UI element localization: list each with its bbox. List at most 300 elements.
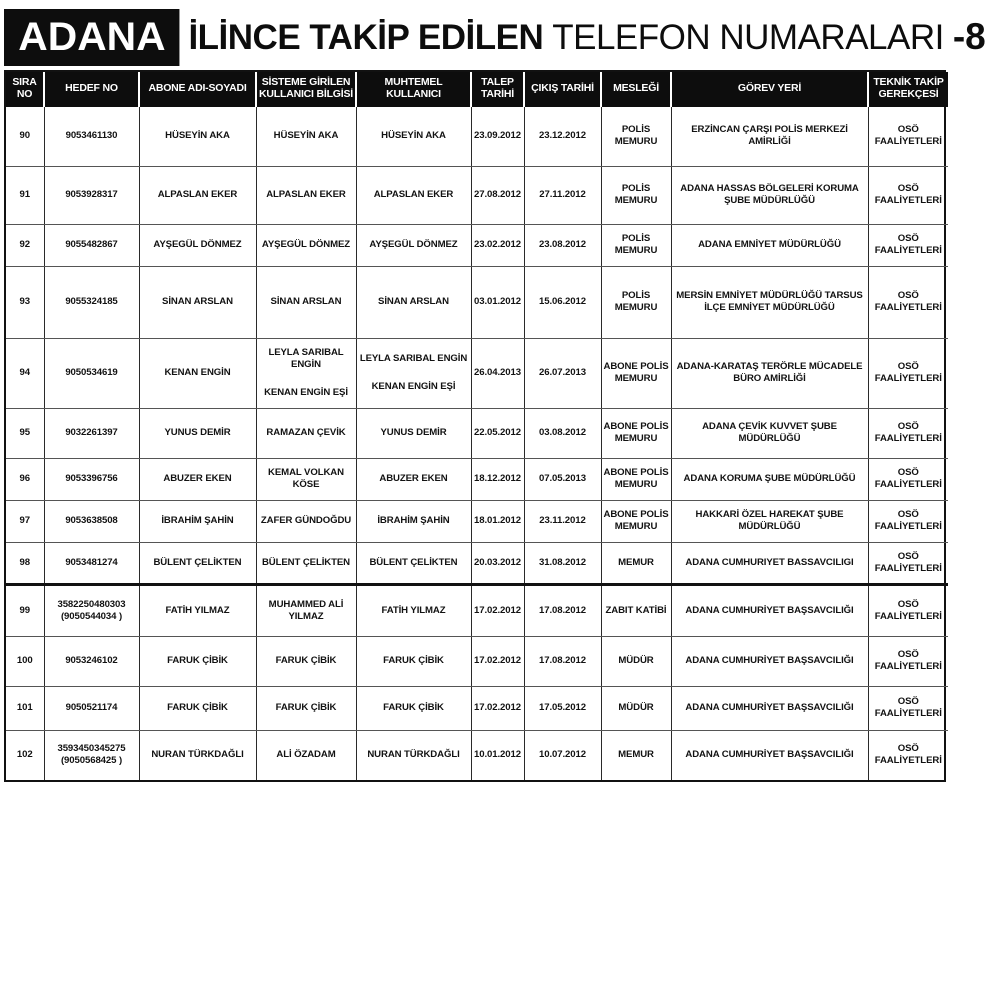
cell-hedef-no <box>44 584 139 636</box>
cell-hedef-no-value: 9053396756 <box>65 473 118 484</box>
cell-hedef-no-value: 9055482867 <box>65 239 118 250</box>
cell-teknik-takip-gerekcesi <box>868 636 948 686</box>
cell-meslegi <box>601 542 671 584</box>
cell-sisteme-girilen-kullanici <box>256 408 356 458</box>
cell-meslegi-value: POLİS MEMURU <box>614 183 658 206</box>
cell-muhtemel-kullanici-value: FATİH YILMAZ <box>381 604 446 616</box>
cell-muhtemel-kullanici-value: ALPASLAN EKER <box>373 189 454 200</box>
cell-teknik-takip-gerekcesi <box>868 338 948 408</box>
cell-gorev-yeri <box>671 338 868 408</box>
cell-gorev-yeri-value: ERZİNCAN ÇARŞI POLİS MERKEZİ AMİRLİĞİ <box>691 124 848 147</box>
cell-abone-adi-soyadi <box>139 500 256 542</box>
cell-meslegi <box>601 730 671 780</box>
cell-sisteme-girilen-kullanici-value: KEMAL VOLKAN KÖSE <box>268 467 344 490</box>
cell-muhtemel-kullanici <box>356 500 471 542</box>
cell-meslegi <box>601 266 671 338</box>
cell-talep-tarihi-value: 23.02.2012 <box>473 239 522 250</box>
cell-meslegi-value: ABONE POLİS MEMURU <box>603 421 669 444</box>
cell-cikis-tarihi <box>524 266 601 338</box>
table-row <box>6 636 948 686</box>
cell-muhtemel-kullanici <box>356 408 471 458</box>
cell-meslegi <box>601 338 671 408</box>
cell-hedef-no <box>44 500 139 542</box>
cell-talep-tarihi <box>471 542 524 584</box>
cell-abone-adi-soyadi <box>139 266 256 338</box>
cell-gorev-yeri <box>671 584 868 636</box>
table-body <box>6 106 948 780</box>
cell-talep-tarihi-value: 03.01.2012 <box>473 296 522 307</box>
cell-gorev-yeri <box>671 636 868 686</box>
cell-abone-adi-soyadi-value: İBRAHİM ŞAHİN <box>161 515 234 526</box>
cell-teknik-takip-gerekcesi <box>868 408 948 458</box>
cell-sira-no <box>6 224 44 266</box>
cell-gorev-yeri-value: HAKKARİ ÖZEL HAREKAT ŞUBE MÜDÜRLÜĞÜ <box>695 509 844 532</box>
cell-talep-tarihi-value: 26.04.2013 <box>473 367 522 378</box>
cell-sira-no <box>6 584 44 636</box>
cell-cikis-tarihi <box>524 408 601 458</box>
cell-sisteme-girilen-kullanici <box>256 458 356 500</box>
cell-sira-no-value: 95 <box>19 427 30 438</box>
column-header-sira-no <box>6 72 44 106</box>
cell-sira-no <box>6 266 44 338</box>
cell-sira-no-value: 100 <box>16 655 33 666</box>
cell-abone-adi-soyadi <box>139 106 256 166</box>
cell-muhtemel-kullanici-value: YUNUS DEMİR <box>380 427 447 438</box>
cell-teknik-takip-gerekcesi-value: OSÖ FAALİYETLERİ <box>874 467 942 490</box>
table-row <box>6 500 948 542</box>
cell-sisteme-girilen-kullanici-value: ALİ ÖZADAM <box>276 749 336 761</box>
cell-hedef-no-value: 9032261397 <box>65 427 118 438</box>
cell-muhtemel-kullanici <box>356 584 471 636</box>
banner-title-strong: İLİNCE TAKİP EDİLEN <box>188 18 544 57</box>
cell-gorev-yeri <box>671 458 868 500</box>
cell-muhtemel-kullanici-value: HÜSEYİN AKA <box>381 130 446 141</box>
cell-hedef-no <box>44 106 139 166</box>
cell-abone-adi-soyadi <box>139 338 256 408</box>
cell-meslegi-value: MÜDÜR <box>618 702 654 713</box>
cell-hedef-no-alternate: (9050544034 ) <box>60 610 123 622</box>
table-row <box>6 584 948 636</box>
cell-hedef-no-value: 9055324185 <box>65 296 118 307</box>
header-line-1: SIRA <box>12 76 37 89</box>
cell-sisteme-girilen-kullanici <box>256 686 356 730</box>
cell-gorev-yeri-value: ADANA CUMHURIYET BASSAVCILIGI <box>685 556 854 568</box>
cell-sira-no <box>6 106 44 166</box>
cell-muhtemel-kullanici-value: FARUK ÇİBİK <box>383 655 444 666</box>
cell-abone-adi-soyadi-value: HÜSEYİN AKA <box>165 130 230 141</box>
cell-cikis-tarihi-value: 23.11.2012 <box>539 515 586 526</box>
cell-abone-adi-soyadi <box>139 636 256 686</box>
cell-meslegi-value: ABONE POLİS MEMURU <box>603 509 669 532</box>
cell-cikis-tarihi <box>524 584 601 636</box>
cell-muhtemel-kullanici-value: BÜLENT ÇELİKTEN <box>369 556 458 568</box>
cell-talep-tarihi <box>471 106 524 166</box>
cell-meslegi-value: MEMUR <box>618 749 654 761</box>
cell-sira-no <box>6 686 44 730</box>
cell-talep-tarihi-value: 20.03.2012 <box>473 556 522 568</box>
header-line-1: TALEP <box>481 76 514 89</box>
cell-sisteme-girilen-kullanici <box>256 338 356 408</box>
cell-sisteme-girilen-kullanici <box>256 166 356 224</box>
cell-gorev-yeri-value: ADANA-KARATAŞ TERÖRLE MÜCADELE BÜRO AMİRLİĞİ <box>676 361 863 384</box>
table-row <box>6 408 948 458</box>
table-row <box>6 266 948 338</box>
cell-talep-tarihi <box>471 408 524 458</box>
cell-talep-tarihi <box>471 636 524 686</box>
cell-teknik-takip-gerekcesi <box>868 224 948 266</box>
cell-sira-no <box>6 338 44 408</box>
cell-hedef-no <box>44 636 139 686</box>
cell-teknik-takip-gerekcesi-value: OSÖ FAALİYETLERİ <box>874 649 942 672</box>
cell-cikis-tarihi <box>524 636 601 686</box>
cell-meslegi <box>601 166 671 224</box>
cell-cikis-tarihi-value: 07.05.2013 <box>538 473 587 484</box>
cell-cikis-tarihi-value: 23.08.2012 <box>538 239 587 250</box>
cell-abone-adi-soyadi <box>139 458 256 500</box>
cell-sisteme-girilen-kullanici <box>256 542 356 584</box>
cell-meslegi-value: POLİS MEMURU <box>614 124 658 147</box>
cell-cikis-tarihi <box>524 500 601 542</box>
page-header-banner <box>4 8 986 66</box>
cell-teknik-takip-gerekcesi-value: OSÖ FAALİYETLERİ <box>874 361 942 384</box>
cell-hedef-no <box>44 458 139 500</box>
column-header-cikis-tarihi: ÇIKIŞ TARİHİ <box>524 72 601 106</box>
cell-sisteme-girilen-kullanici-value: FARUK ÇİBİK <box>275 655 337 666</box>
cell-teknik-takip-gerekcesi <box>868 458 948 500</box>
cell-talep-tarihi <box>471 500 524 542</box>
cell-hedef-no-value: 9053461130 <box>65 130 118 141</box>
cell-cikis-tarihi-value: 31.08.2012 <box>538 556 587 568</box>
cell-muhtemel-kullanici <box>356 106 471 166</box>
cell-meslegi-value: MEMUR <box>618 556 654 568</box>
cell-sisteme-girilen-kullanici-value: BÜLENT ÇELİKTEN <box>261 556 351 568</box>
cell-muhtemel-kullanici <box>356 636 471 686</box>
cell-cikis-tarihi <box>524 224 601 266</box>
cell-cikis-tarihi <box>524 338 601 408</box>
cell-sisteme-girilen-kullanici-value: SİNAN ARSLAN <box>270 296 342 307</box>
cell-gorev-yeri-value: ADANA HASSAS BÖLGELERİ KORUMA ŞUBE MÜDÜRLÜĞÜ <box>680 183 859 206</box>
cell-teknik-takip-gerekcesi <box>868 266 948 338</box>
phone-surveillance-table <box>6 72 948 780</box>
cell-hedef-no-alternate: (9050568425 ) <box>60 755 123 767</box>
cell-meslegi <box>601 458 671 500</box>
cell-hedef-no <box>44 338 139 408</box>
cell-abone-adi-soyadi-value: YUNUS DEMİR <box>164 427 231 438</box>
cell-meslegi <box>601 686 671 730</box>
cell-talep-tarihi <box>471 686 524 730</box>
cell-muhtemel-kullanici-value: İBRAHİM ŞAHİN <box>377 515 450 526</box>
cell-gorev-yeri <box>671 500 868 542</box>
cell-sira-no <box>6 408 44 458</box>
cell-sisteme-girilen-kullanici-value: HÜSEYİN AKA <box>273 130 339 141</box>
cell-talep-tarihi-value: 18.01.2012 <box>473 515 522 526</box>
cell-teknik-takip-gerekcesi-value: OSÖ FAALİYETLERİ <box>874 696 942 719</box>
banner-title-light: TELEFON NUMARALARI <box>552 18 944 57</box>
cell-abone-adi-soyadi-value: FARUK ÇİBİK <box>167 702 228 713</box>
cell-sira-no <box>6 166 44 224</box>
table-row <box>6 224 948 266</box>
table-row <box>6 106 948 166</box>
cell-muhtemel-kullanici-value-secondary: KENAN ENGİN EŞİ <box>371 381 456 392</box>
cell-muhtemel-kullanici <box>356 166 471 224</box>
cell-sira-no-value: 97 <box>19 515 30 526</box>
cell-meslegi-value: POLİS MEMURU <box>614 290 658 313</box>
cell-talep-tarihi-value: 23.09.2012 <box>473 130 522 141</box>
cell-abone-adi-soyadi-value: NURAN TÜRKDAĞLI <box>151 749 244 761</box>
cell-hedef-no <box>44 166 139 224</box>
cell-hedef-no-value: 9053638508 <box>65 515 118 526</box>
cell-cikis-tarihi <box>524 106 601 166</box>
cell-gorev-yeri-value: ADANA CUMHURİYET BAŞSAVCILIĞI <box>685 655 854 666</box>
table-row <box>6 166 948 224</box>
cell-muhtemel-kullanici <box>356 458 471 500</box>
cell-sira-no-value: 92 <box>19 239 30 250</box>
table-header-row <box>6 72 948 106</box>
cell-cikis-tarihi-value: 17.05.2012 <box>538 702 587 713</box>
column-header-talep-tarihi <box>471 72 524 106</box>
cell-gorev-yeri-value: ADANA CUMHURİYET BAŞSAVCILIĞI <box>685 749 854 761</box>
cell-sira-no <box>6 500 44 542</box>
header-line-1: TEKNİK TAKİP <box>873 76 944 89</box>
cell-abone-adi-soyadi <box>139 224 256 266</box>
header-line-2: KULLANICI BİLGİSİ <box>259 87 354 100</box>
cell-sisteme-girilen-kullanici-value-secondary: KENAN ENGİN EŞİ <box>264 386 348 398</box>
cell-teknik-takip-gerekcesi <box>868 500 948 542</box>
cell-talep-tarihi-value: 18.12.2012 <box>473 473 522 484</box>
cell-muhtemel-kullanici <box>356 266 471 338</box>
cell-abone-adi-soyadi-value: ALPASLAN EKER <box>157 189 238 200</box>
cell-meslegi-value: MÜDÜR <box>618 655 654 666</box>
cell-talep-tarihi <box>471 584 524 636</box>
cell-cikis-tarihi-value: 15.06.2012 <box>538 296 587 307</box>
cell-sisteme-girilen-kullanici-value: AYŞEGÜL DÖNMEZ <box>261 239 351 250</box>
cell-sisteme-girilen-kullanici <box>256 730 356 780</box>
cell-sira-no-value: 96 <box>19 473 30 484</box>
cell-gorev-yeri <box>671 106 868 166</box>
cell-cikis-tarihi <box>524 686 601 730</box>
cell-hedef-no-value: 3593450345275 <box>57 743 126 755</box>
cell-talep-tarihi <box>471 730 524 780</box>
cell-abone-adi-soyadi-value: FATİH YILMAZ <box>165 604 230 616</box>
cell-sisteme-girilen-kullanici-value: RAMAZAN ÇEVİK <box>266 427 346 438</box>
cell-sira-no-value: 98 <box>19 556 30 568</box>
header-line-2: TARİHİ <box>480 87 515 100</box>
cell-abone-adi-soyadi <box>139 542 256 584</box>
cell-sisteme-girilen-kullanici <box>256 500 356 542</box>
cell-abone-adi-soyadi-value: AYŞEGÜL DÖNMEZ <box>153 239 242 250</box>
city-badge: ADANA <box>4 9 180 66</box>
cell-abone-adi-soyadi-value: FARUK ÇİBİK <box>167 655 228 666</box>
cell-teknik-takip-gerekcesi-value: OSÖ FAALİYETLERİ <box>874 598 942 622</box>
cell-talep-tarihi-value: 17.02.2012 <box>473 655 522 666</box>
cell-teknik-takip-gerekcesi <box>868 686 948 730</box>
cell-meslegi <box>601 224 671 266</box>
column-header-meslegi: MESLEĞİ <box>601 72 671 106</box>
cell-muhtemel-kullanici <box>356 686 471 730</box>
cell-cikis-tarihi <box>524 458 601 500</box>
cell-sira-no-value: 93 <box>19 296 30 307</box>
cell-teknik-takip-gerekcesi-value: OSÖ FAALİYETLERİ <box>874 743 942 767</box>
cell-cikis-tarihi-value: 23.12.2012 <box>538 130 587 141</box>
cell-sira-no-value: 90 <box>19 130 30 141</box>
cell-sisteme-girilen-kullanici <box>256 636 356 686</box>
column-header-abone-adi-soyadi: ABONE ADI-SOYADI <box>139 72 256 106</box>
column-header-hedef-no: HEDEF NO <box>44 72 139 106</box>
cell-abone-adi-soyadi-value: SİNAN ARSLAN <box>162 296 233 307</box>
cell-sisteme-girilen-kullanici-value: MUHAMMED ALİ YILMAZ <box>268 598 344 622</box>
cell-cikis-tarihi-value: 03.08.2012 <box>538 427 587 438</box>
cell-hedef-no-value: 9053246102 <box>65 655 118 666</box>
cell-gorev-yeri <box>671 166 868 224</box>
cell-gorev-yeri <box>671 266 868 338</box>
cell-cikis-tarihi <box>524 166 601 224</box>
cell-teknik-takip-gerekcesi-value: OSÖ FAALİYETLERİ <box>874 290 942 313</box>
cell-sira-no-value: 101 <box>16 702 33 713</box>
cell-teknik-takip-gerekcesi <box>868 166 948 224</box>
cell-talep-tarihi <box>471 224 524 266</box>
column-header-teknik-takip-gerekcesi <box>868 72 948 106</box>
cell-cikis-tarihi <box>524 542 601 584</box>
cell-talep-tarihi-value: 10.01.2012 <box>473 749 522 761</box>
cell-sira-no-value: 91 <box>19 189 30 200</box>
cell-sira-no <box>6 458 44 500</box>
cell-cikis-tarihi-value: 27.11.2012 <box>539 189 586 200</box>
cell-talep-tarihi <box>471 266 524 338</box>
cell-sira-no-value: 102 <box>16 749 33 761</box>
cell-muhtemel-kullanici <box>356 338 471 408</box>
cell-hedef-no <box>44 266 139 338</box>
cell-muhtemel-kullanici <box>356 224 471 266</box>
cell-talep-tarihi <box>471 166 524 224</box>
cell-meslegi-value: ABONE POLİS MEMURU <box>603 361 669 384</box>
banner-page-number: -8 <box>952 16 986 57</box>
cell-hedef-no <box>44 542 139 584</box>
cell-talep-tarihi <box>471 338 524 408</box>
cell-cikis-tarihi-value: 17.08.2012 <box>538 655 587 666</box>
column-header-sisteme-girilen-kullanici-bilgisi <box>256 72 356 106</box>
cell-gorev-yeri <box>671 542 868 584</box>
table-row <box>6 338 948 408</box>
header-line-2: GEREKÇESİ <box>878 87 939 100</box>
cell-muhtemel-kullanici <box>356 730 471 780</box>
cell-gorev-yeri-value: ADANA CUMHURİYET BAŞSAVCILIĞI <box>685 702 854 713</box>
cell-abone-adi-soyadi <box>139 408 256 458</box>
cell-gorev-yeri-value: ADANA ÇEVİK KUVVET ŞUBE MÜDÜRLÜĞÜ <box>702 421 837 444</box>
cell-gorev-yeri-value: MERSİN EMNİYET MÜDÜRLÜĞÜ TARSUS İLÇE EMNİYET MÜDÜRLÜĞÜ <box>676 290 863 313</box>
cell-sisteme-girilen-kullanici <box>256 266 356 338</box>
cell-gorev-yeri-value: ADANA EMNİYET MÜDÜRLÜĞÜ <box>698 239 841 250</box>
cell-gorev-yeri <box>671 408 868 458</box>
cell-teknik-takip-gerekcesi-value: OSÖ FAALİYETLERİ <box>874 509 942 532</box>
cell-meslegi-value: ZABIT KATİBİ <box>605 604 667 616</box>
cell-sira-no <box>6 636 44 686</box>
cell-sira-no <box>6 542 44 584</box>
cell-muhtemel-kullanici-value: SİNAN ARSLAN <box>378 296 449 307</box>
cell-muhtemel-kullanici-value: FARUK ÇİBİK <box>383 702 444 713</box>
cell-hedef-no <box>44 224 139 266</box>
cell-abone-adi-soyadi <box>139 166 256 224</box>
column-header-muhtemel-kullanici: MUHTEMEL KULLANICI <box>356 72 471 106</box>
cell-sisteme-girilen-kullanici <box>256 584 356 636</box>
cell-talep-tarihi-value: 17.02.2012 <box>473 604 522 616</box>
cell-abone-adi-soyadi-value: ABUZER EKEN <box>163 473 232 484</box>
cell-gorev-yeri-value: ADANA KORUMA ŞUBE MÜDÜRLÜĞÜ <box>683 473 856 484</box>
cell-sisteme-girilen-kullanici <box>256 224 356 266</box>
cell-teknik-takip-gerekcesi <box>868 542 948 584</box>
cell-hedef-no <box>44 408 139 458</box>
cell-teknik-takip-gerekcesi <box>868 106 948 166</box>
cell-cikis-tarihi-value: 26.07.2013 <box>538 367 587 378</box>
cell-cikis-tarihi <box>524 730 601 780</box>
cell-talep-tarihi-value: 17.02.2012 <box>473 702 522 713</box>
cell-sira-no <box>6 730 44 780</box>
cell-talep-tarihi-value: 22.05.2012 <box>473 427 522 438</box>
table-row <box>6 686 948 730</box>
cell-hedef-no-value: 3582250480303 <box>57 598 126 610</box>
cell-teknik-takip-gerekcesi <box>868 730 948 780</box>
column-header-gorev-yeri: GÖREV YERİ <box>671 72 868 106</box>
records-table-container <box>4 70 946 782</box>
cell-cikis-tarihi-value: 17.08.2012 <box>538 604 587 616</box>
cell-teknik-takip-gerekcesi-value: OSÖ FAALİYETLERİ <box>874 124 942 147</box>
cell-meslegi <box>601 500 671 542</box>
cell-sisteme-girilen-kullanici <box>256 106 356 166</box>
cell-meslegi <box>601 106 671 166</box>
cell-teknik-takip-gerekcesi-value: OSÖ FAALİYETLERİ <box>874 183 942 206</box>
cell-hedef-no <box>44 686 139 730</box>
cell-teknik-takip-gerekcesi-value: OSÖ FAALİYETLERİ <box>874 421 942 444</box>
cell-gorev-yeri-value: ADANA CUMHURİYET BAŞSAVCILIĞI <box>685 604 854 616</box>
cell-sisteme-girilen-kullanici-value: ZAFER GÜNDOĞDU <box>260 515 352 526</box>
header-line-1: SİSTEME GİRİLEN <box>261 76 351 89</box>
cell-sisteme-girilen-kullanici-value: FARUK ÇİBİK <box>275 702 337 713</box>
cell-meslegi-value: ABONE POLİS MEMURU <box>603 467 669 490</box>
header-line-2: NO <box>16 87 33 100</box>
cell-muhtemel-kullanici-value: ABUZER EKEN <box>379 473 448 484</box>
cell-muhtemel-kullanici-value: LEYLA SARIBAL ENGİN <box>359 353 468 365</box>
cell-teknik-takip-gerekcesi-value: OSÖ FAALİYETLERİ <box>874 233 942 256</box>
cell-sisteme-girilen-kullanici-value: LEYLA SARIBAL ENGİN <box>268 347 344 370</box>
cell-sira-no-value: 99 <box>19 604 30 616</box>
cell-abone-adi-soyadi-value: BÜLENT ÇELİKTEN <box>153 556 242 568</box>
cell-cikis-tarihi-value: 10.07.2012 <box>538 749 587 761</box>
cell-abone-adi-soyadi-value: KENAN ENGİN <box>164 367 231 378</box>
cell-abone-adi-soyadi <box>139 584 256 636</box>
table-row <box>6 542 948 584</box>
cell-talep-tarihi <box>471 458 524 500</box>
cell-abone-adi-soyadi <box>139 730 256 780</box>
cell-talep-tarihi-value: 27.08.2012 <box>473 189 522 200</box>
cell-meslegi-value: POLİS MEMURU <box>614 233 658 256</box>
cell-teknik-takip-gerekcesi-value: OSÖ FAALİYETLERİ <box>874 550 942 574</box>
cell-hedef-no-value: 9053481274 <box>65 556 118 568</box>
cell-meslegi <box>601 636 671 686</box>
table-row <box>6 730 948 780</box>
table-row <box>6 458 948 500</box>
cell-sira-no-value: 94 <box>19 367 30 378</box>
cell-gorev-yeri <box>671 686 868 730</box>
cell-teknik-takip-gerekcesi <box>868 584 948 636</box>
cell-hedef-no <box>44 730 139 780</box>
cell-hedef-no-value: 9050521174 <box>65 702 118 713</box>
cell-gorev-yeri <box>671 730 868 780</box>
cell-sisteme-girilen-kullanici-value: ALPASLAN EKER <box>266 189 346 200</box>
cell-muhtemel-kullanici-value: AYŞEGÜL DÖNMEZ <box>369 239 458 250</box>
cell-muhtemel-kullanici-value: NURAN TÜRKDAĞLI <box>367 749 460 761</box>
cell-gorev-yeri <box>671 224 868 266</box>
cell-hedef-no-value: 9053928317 <box>65 189 118 200</box>
cell-meslegi <box>601 584 671 636</box>
